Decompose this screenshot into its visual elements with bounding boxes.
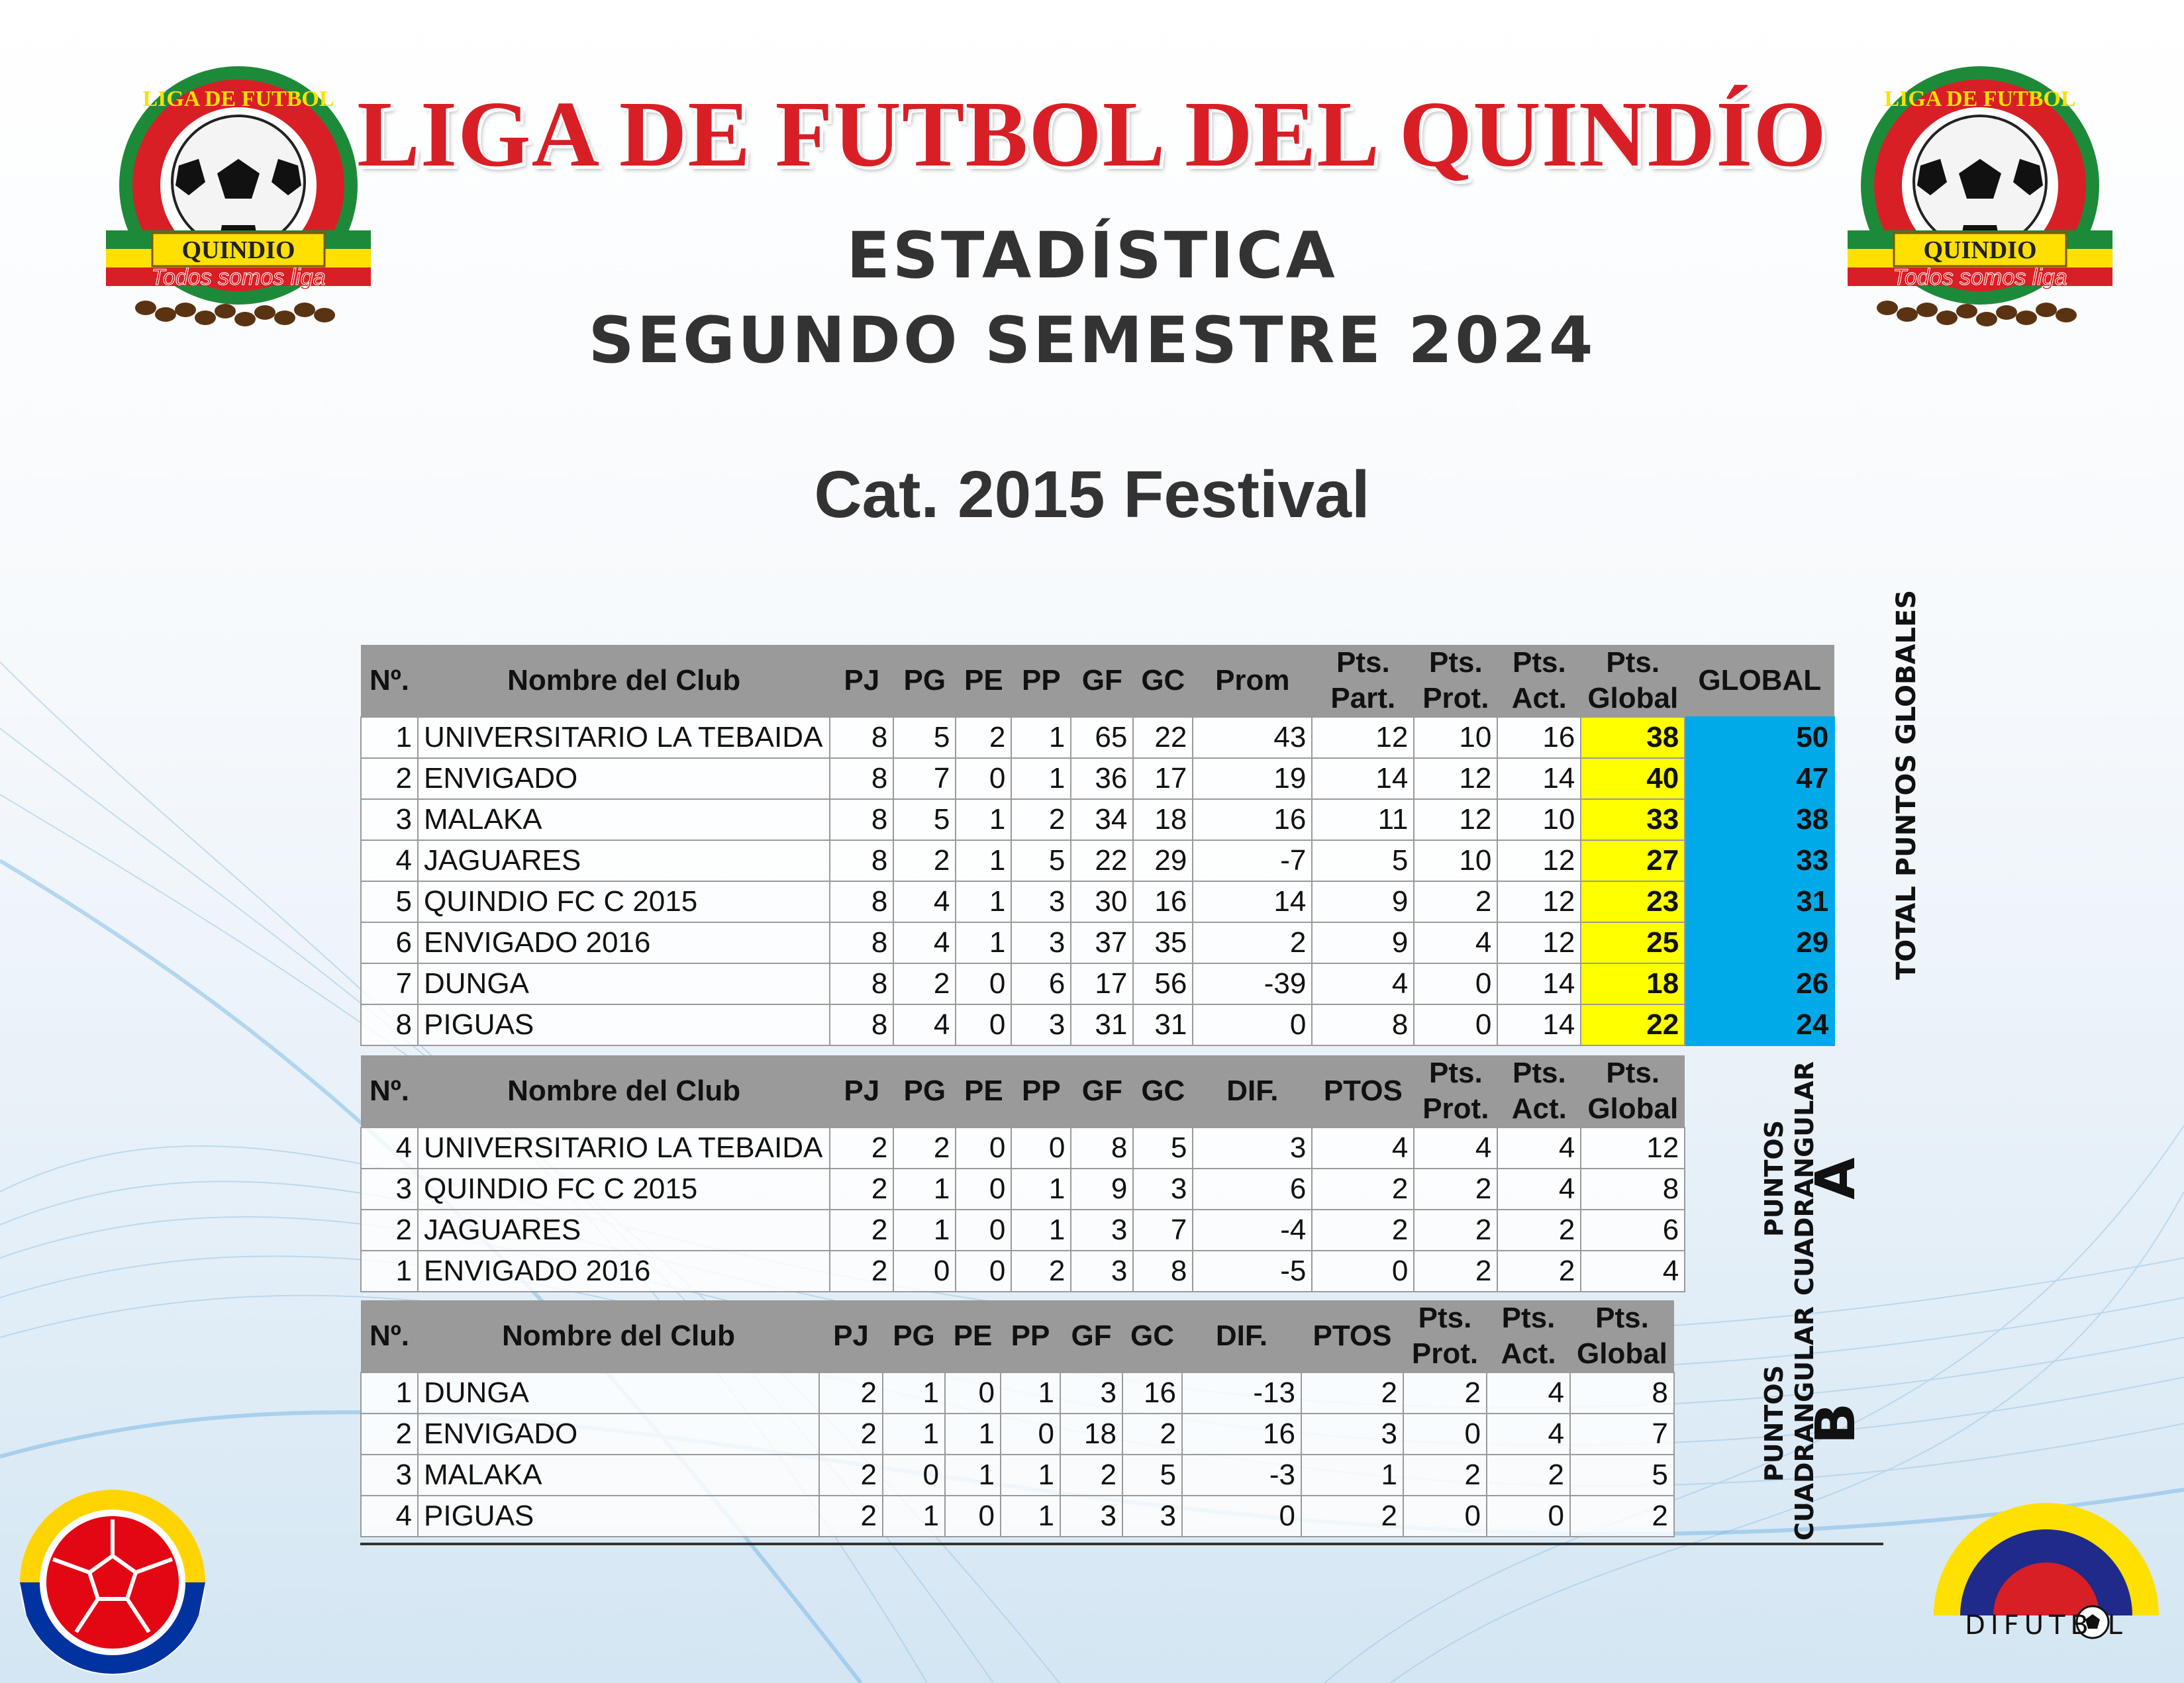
club-name-cell: PIGUAS	[418, 1004, 830, 1045]
column-header: PP	[1011, 1055, 1071, 1128]
stat-cell: 7	[361, 963, 418, 1004]
stat-cell: 16	[1497, 717, 1581, 758]
stat-cell: 2	[361, 1210, 418, 1251]
stat-cell: 8	[1312, 1004, 1414, 1045]
column-header: Pts. Global	[1581, 1055, 1685, 1128]
column-header: PP	[1011, 645, 1071, 717]
semester-title: SEGUNDO SEMESTRE 2024	[588, 303, 1596, 377]
stat-cell: 6	[361, 922, 418, 963]
stat-cell: 4	[1487, 1414, 1570, 1455]
stat-cell: 50	[1685, 717, 1834, 758]
stat-cell: 10	[1414, 717, 1497, 758]
stat-cell: 0	[893, 1251, 956, 1292]
stat-cell: 12	[1581, 1128, 1685, 1169]
table-row	[361, 1004, 1834, 1045]
table-row	[361, 963, 1834, 1004]
stat-cell: 0	[1182, 1496, 1301, 1537]
stat-cell: 0	[1403, 1414, 1487, 1455]
stat-cell: 1	[1011, 758, 1071, 799]
stat-cell: 14	[1312, 758, 1414, 799]
stat-cell: 4	[893, 1004, 956, 1045]
column-header: Pts. Act.	[1487, 1300, 1570, 1372]
stat-cell: 2	[830, 1169, 893, 1210]
club-name-cell: JAGUARES	[418, 1210, 830, 1251]
stat-cell: 1	[945, 1414, 1001, 1455]
stat-cell: 22	[1133, 717, 1193, 758]
column-header: Pts. Act.	[1497, 645, 1581, 717]
stat-cell: 2	[830, 1210, 893, 1251]
stat-cell: 2	[956, 717, 1011, 758]
stat-cell: 5	[1570, 1455, 1674, 1496]
logo-text-slogan: Todos somos liga	[1893, 265, 2067, 290]
difutbol-text: DIFUTB L	[1965, 1610, 2128, 1641]
stat-cell: 1	[361, 1251, 418, 1292]
group-a-letter: A	[1805, 1157, 1867, 1200]
stat-cell: 8	[830, 1004, 893, 1045]
stat-cell: 9	[1071, 1169, 1133, 1210]
stat-cell: 19	[1193, 758, 1312, 799]
stat-cell: 2	[830, 1128, 893, 1169]
league-title: LIGA DE FUTBOL DEL QUINDÍO	[357, 81, 1827, 186]
stat-cell: 2	[1011, 799, 1071, 840]
stat-cell: 5	[893, 717, 956, 758]
stat-cell: 3	[1011, 922, 1071, 963]
stat-cell: 2	[1414, 1169, 1497, 1210]
stat-cell: 6	[1011, 963, 1071, 1004]
stat-cell: 31	[1133, 1004, 1193, 1045]
stat-cell: 18	[1060, 1414, 1122, 1455]
logo-text-quindio: QUINDIO	[181, 236, 295, 264]
stat-cell: 12	[1497, 881, 1581, 922]
stat-cell: 3	[361, 1169, 418, 1210]
stat-cell: 2	[1193, 922, 1312, 963]
stat-cell: 2	[1403, 1455, 1487, 1496]
logo-text-liga: LIGA DE FUTBOL	[1884, 87, 2076, 111]
stat-cell: 12	[1497, 840, 1581, 881]
table-row	[361, 1210, 1685, 1251]
stat-cell: 16	[1193, 799, 1312, 840]
club-name-cell: DUNGA	[418, 1372, 819, 1414]
column-header: Pts. Global	[1570, 1300, 1674, 1372]
column-header: GF	[1071, 1055, 1133, 1128]
stat-cell: 29	[1685, 922, 1834, 963]
stat-cell: 1	[1011, 1169, 1071, 1210]
table-row	[361, 1455, 1674, 1496]
table-header-row	[361, 1300, 1674, 1372]
stat-cell: 0	[956, 1169, 1011, 1210]
stat-cell: 4	[893, 881, 956, 922]
stat-cell: 16	[1133, 881, 1193, 922]
stat-cell: 31	[1071, 1004, 1133, 1045]
logo-text-slogan: Todos somos liga	[151, 265, 326, 290]
stat-cell: 1	[1301, 1455, 1403, 1496]
stat-cell: 3	[1011, 1004, 1071, 1045]
stat-cell: 34	[1071, 799, 1133, 840]
column-header: Nombre del Club	[418, 1055, 830, 1128]
column-header: PG	[893, 1055, 956, 1128]
stat-cell: 8	[830, 922, 893, 963]
stat-cell: 3	[1071, 1210, 1133, 1251]
stat-cell: 5	[361, 881, 418, 922]
column-header: Nombre del Club	[418, 1300, 819, 1372]
stat-cell: 3	[1301, 1414, 1403, 1455]
club-name-cell: PIGUAS	[418, 1496, 819, 1537]
stat-cell: 4	[1581, 1251, 1685, 1292]
table-row	[361, 840, 1834, 881]
logo-text-quindio: QUINDIO	[1923, 236, 2037, 264]
stat-cell: -13	[1182, 1372, 1301, 1414]
column-header: PTOS	[1301, 1300, 1403, 1372]
stat-cell: 1	[361, 1372, 418, 1414]
stat-cell: 22	[1071, 840, 1133, 881]
stat-cell: 2	[893, 840, 956, 881]
stat-cell: 3	[1060, 1496, 1122, 1537]
stat-cell: 38	[1581, 717, 1685, 758]
stat-cell: 14	[1497, 758, 1581, 799]
club-name-cell: QUINDIO FC C 2015	[418, 1169, 830, 1210]
table-row	[361, 758, 1834, 799]
stat-cell: -3	[1182, 1455, 1301, 1496]
stat-cell: 18	[1133, 799, 1193, 840]
stat-cell: 8	[830, 881, 893, 922]
column-header: GC	[1122, 1300, 1182, 1372]
club-name-cell: UNIVERSITARIO LA TEBAIDA	[418, 717, 830, 758]
stat-cell: 2	[1301, 1372, 1403, 1414]
club-name-cell: ENVIGADO	[418, 758, 830, 799]
stat-cell: 0	[1414, 963, 1497, 1004]
stat-cell: 47	[1685, 758, 1834, 799]
stat-cell: 1	[956, 840, 1011, 881]
stat-cell: 33	[1581, 799, 1685, 840]
stat-cell: 33	[1685, 840, 1834, 881]
logo-text-liga: LIGA DE FUTBOL	[142, 87, 334, 111]
column-header: GC	[1133, 1055, 1193, 1128]
column-header: Pts. Global	[1581, 645, 1685, 717]
stat-cell: 7	[1133, 1210, 1193, 1251]
column-header: GF	[1071, 645, 1133, 717]
stat-cell: 5	[1133, 1128, 1193, 1169]
stat-cell: 8	[830, 799, 893, 840]
stat-cell: 6	[1581, 1210, 1685, 1251]
stat-cell: 27	[1581, 840, 1685, 881]
stat-cell: 3	[1071, 1251, 1133, 1292]
column-header: Pts. Prot.	[1414, 645, 1497, 717]
column-header: Pts. Act.	[1497, 1055, 1581, 1128]
stat-cell: 4	[1487, 1372, 1570, 1414]
stat-cell: 1	[893, 1169, 956, 1210]
stat-cell: 3	[1133, 1169, 1193, 1210]
stat-cell: 3	[1193, 1128, 1312, 1169]
stat-cell: 0	[956, 758, 1011, 799]
column-header: Pts. Part.	[1312, 645, 1414, 717]
stat-cell: 65	[1071, 717, 1133, 758]
federation-badge	[7, 1483, 219, 1682]
stat-cell: 5	[1122, 1455, 1182, 1496]
stat-cell: 2	[819, 1496, 883, 1537]
stat-cell: 9	[1312, 922, 1414, 963]
stat-cell: 1	[1001, 1372, 1060, 1414]
stat-cell: 4	[361, 1128, 418, 1169]
stat-cell: 1	[945, 1455, 1001, 1496]
stat-cell: 30	[1071, 881, 1133, 922]
group-b-letter: B	[1805, 1402, 1867, 1445]
stat-cell: 2	[361, 758, 418, 799]
table-row	[361, 922, 1834, 963]
stat-cell: 8	[1581, 1169, 1685, 1210]
stat-cell: 8	[1133, 1251, 1193, 1292]
table-row	[361, 1496, 1674, 1537]
stat-cell: 0	[956, 1128, 1011, 1169]
stat-cell: 22	[1581, 1004, 1685, 1045]
stat-cell: 0	[956, 1004, 1011, 1045]
stat-cell: 2	[1403, 1372, 1487, 1414]
stat-cell: 2	[1487, 1455, 1570, 1496]
stat-cell: 29	[1133, 840, 1193, 881]
column-header: DIF.	[1193, 1055, 1312, 1128]
stat-cell: 16	[1182, 1414, 1301, 1455]
stat-cell: 0	[945, 1372, 1001, 1414]
stat-cell: 1	[1011, 717, 1071, 758]
club-name-cell: UNIVERSITARIO LA TEBAIDA	[418, 1128, 830, 1169]
stat-cell: 3	[361, 799, 418, 840]
stat-cell: 12	[1497, 922, 1581, 963]
difutbol-logo	[1914, 1490, 2179, 1668]
stat-cell: 40	[1581, 758, 1685, 799]
stat-cell: 3	[1060, 1372, 1122, 1414]
stat-cell: 0	[956, 963, 1011, 1004]
stat-cell: 1	[883, 1372, 945, 1414]
stat-cell: 2	[893, 1128, 956, 1169]
stat-cell: -39	[1193, 963, 1312, 1004]
column-header: Prom	[1193, 645, 1312, 717]
club-name-cell: QUINDIO FC C 2015	[418, 881, 830, 922]
stat-cell: 4	[1312, 1128, 1414, 1169]
table-row	[361, 1169, 1685, 1210]
stat-cell: 24	[1685, 1004, 1834, 1045]
club-name-cell: ENVIGADO 2016	[418, 922, 830, 963]
column-header: PE	[956, 645, 1011, 717]
stat-cell: 0	[1403, 1496, 1487, 1537]
stat-cell: 2	[1414, 1210, 1497, 1251]
global-standings-table	[360, 645, 1835, 1046]
total-global-points-label: TOTAL PUNTOS GLOBALES	[1891, 589, 1922, 980]
stat-cell: 2	[1570, 1496, 1674, 1537]
table-row	[361, 717, 1834, 758]
stat-cell: 56	[1133, 963, 1193, 1004]
stat-cell: 4	[1497, 1169, 1581, 1210]
category-title: Cat. 2015 Festival	[814, 457, 1370, 532]
column-header: PTOS	[1312, 1055, 1414, 1128]
column-header: PG	[893, 645, 956, 717]
stat-cell: 1	[883, 1414, 945, 1455]
stat-cell: 7	[1570, 1414, 1674, 1455]
stat-cell: 14	[1497, 963, 1581, 1004]
stat-cell: 8	[830, 758, 893, 799]
stat-cell: 0	[956, 1251, 1011, 1292]
stat-cell: 2	[1414, 881, 1497, 922]
column-header: PJ	[830, 645, 893, 717]
stat-cell: 6	[1193, 1169, 1312, 1210]
stat-cell: 2	[830, 1251, 893, 1292]
column-header: Nº.	[361, 645, 418, 717]
club-name-cell: MALAKA	[418, 1455, 819, 1496]
stat-cell: 12	[1414, 799, 1497, 840]
table-row	[361, 799, 1834, 840]
stat-cell: 26	[1685, 963, 1834, 1004]
club-name-cell: JAGUARES	[418, 840, 830, 881]
stat-cell: 8	[830, 717, 893, 758]
stat-cell: 2	[1312, 1210, 1414, 1251]
stat-cell: 2	[1414, 1251, 1497, 1292]
stat-cell: 4	[1414, 1128, 1497, 1169]
table-row	[361, 881, 1834, 922]
column-header: Nombre del Club	[418, 645, 830, 717]
stat-cell: 1	[956, 799, 1011, 840]
table-row	[361, 1372, 1674, 1414]
column-header: Pts. Prot.	[1403, 1300, 1487, 1372]
column-header: GC	[1133, 645, 1193, 717]
stat-cell: 3	[361, 1455, 418, 1496]
column-header: PE	[956, 1055, 1011, 1128]
column-header: PP	[1001, 1300, 1060, 1372]
stat-cell: 1	[956, 881, 1011, 922]
table-row	[361, 1251, 1685, 1292]
club-name-cell: ENVIGADO 2016	[418, 1251, 830, 1292]
stat-cell: -4	[1193, 1210, 1312, 1251]
table-row	[361, 1414, 1674, 1455]
stat-cell: 4	[1414, 922, 1497, 963]
stat-cell: 25	[1581, 922, 1685, 963]
stat-cell: 0	[956, 1210, 1011, 1251]
stat-cell: 1	[893, 1210, 956, 1251]
stat-cell: 2	[1497, 1251, 1581, 1292]
column-header: Nº.	[361, 1300, 418, 1372]
column-header: Nº.	[361, 1055, 418, 1128]
stat-cell: 3	[1011, 881, 1071, 922]
stat-cell: 43	[1193, 717, 1312, 758]
group-a-table	[360, 1055, 1685, 1292]
column-header: PJ	[819, 1300, 883, 1372]
stat-cell: 35	[1133, 922, 1193, 963]
stat-cell: 1	[1011, 1210, 1071, 1251]
stat-cell: -7	[1193, 840, 1312, 881]
club-name-cell: DUNGA	[418, 963, 830, 1004]
stat-cell: 0	[1001, 1414, 1060, 1455]
stat-cell: 16	[1122, 1372, 1182, 1414]
stat-cell: -5	[1193, 1251, 1312, 1292]
column-header: DIF.	[1182, 1300, 1301, 1372]
club-name-cell: ENVIGADO	[418, 1414, 819, 1455]
column-header: Pts. Prot.	[1414, 1055, 1497, 1128]
column-header: PE	[945, 1300, 1001, 1372]
stat-cell: 8	[830, 840, 893, 881]
stat-cell: 1	[883, 1496, 945, 1537]
stat-cell: 12	[1414, 758, 1497, 799]
table-row	[361, 1128, 1685, 1169]
stat-cell: 10	[1414, 840, 1497, 881]
stat-cell: 2	[893, 963, 956, 1004]
stat-cell: 17	[1071, 963, 1133, 1004]
stat-cell: 8	[1570, 1372, 1674, 1414]
stat-cell: 8	[361, 1004, 418, 1045]
stat-cell: 23	[1581, 881, 1685, 922]
stat-cell: 14	[1193, 881, 1312, 922]
stat-cell: 12	[1312, 717, 1414, 758]
stat-cell: 5	[893, 799, 956, 840]
stat-cell: 1	[1001, 1496, 1060, 1537]
stat-cell: 2	[1011, 1251, 1071, 1292]
stat-cell: 2	[1122, 1414, 1182, 1455]
stat-cell: 17	[1133, 758, 1193, 799]
stat-cell: 2	[819, 1414, 883, 1455]
table-header-row	[361, 1055, 1685, 1128]
stat-cell: 4	[1312, 963, 1414, 1004]
stat-cell: 36	[1071, 758, 1133, 799]
stat-cell: 8	[830, 963, 893, 1004]
stat-cell: 38	[1685, 799, 1834, 840]
table-header-row	[361, 645, 1834, 717]
stat-cell: 11	[1312, 799, 1414, 840]
stat-cell: 5	[1312, 840, 1414, 881]
stat-cell: 2	[1060, 1455, 1122, 1496]
table-bottom-rule	[360, 1543, 1883, 1545]
club-name-cell: MALAKA	[418, 799, 830, 840]
stat-cell: 0	[945, 1496, 1001, 1537]
stat-cell: 3	[1122, 1496, 1182, 1537]
group-b-points-label: PUNTOS CUADRANGULAR	[1760, 1306, 1819, 1541]
stat-cell: 9	[1312, 881, 1414, 922]
stat-cell: 8	[1071, 1128, 1133, 1169]
stat-cell: 4	[1497, 1128, 1581, 1169]
group-b-table	[360, 1300, 1675, 1537]
stat-cell: 7	[893, 758, 956, 799]
group-a-points-label: PUNTOS CUADRANGULAR	[1760, 1061, 1819, 1296]
column-header: GLOBAL	[1685, 645, 1834, 717]
stat-cell: 1	[956, 922, 1011, 963]
stat-cell: 14	[1497, 1004, 1581, 1045]
column-header: PG	[883, 1300, 945, 1372]
stat-cell: 5	[1011, 840, 1071, 881]
stat-cell: 4	[361, 1496, 418, 1537]
column-header: PJ	[830, 1055, 893, 1128]
stat-cell: 2	[1497, 1210, 1581, 1251]
stat-cell: 0	[883, 1455, 945, 1496]
stat-cell: 2	[361, 1414, 418, 1455]
stat-cell: 2	[1301, 1496, 1403, 1537]
stat-cell: 0	[1487, 1496, 1570, 1537]
stat-cell: 1	[361, 717, 418, 758]
stat-cell: 2	[819, 1455, 883, 1496]
stat-cell: 0	[1312, 1251, 1414, 1292]
stat-cell: 10	[1497, 799, 1581, 840]
stat-cell: 0	[1414, 1004, 1497, 1045]
stat-cell: 18	[1581, 963, 1685, 1004]
stat-cell: 4	[893, 922, 956, 963]
stat-cell: 31	[1685, 881, 1834, 922]
stat-cell: 0	[1193, 1004, 1312, 1045]
stat-cell: 0	[1011, 1128, 1071, 1169]
stat-cell: 2	[1312, 1169, 1414, 1210]
stat-cell: 4	[361, 840, 418, 881]
stat-cell: 2	[819, 1372, 883, 1414]
column-header: GF	[1060, 1300, 1122, 1372]
stats-title: ESTADÍSTICA	[846, 218, 1338, 293]
stat-cell: 37	[1071, 922, 1133, 963]
stat-cell: 1	[1001, 1455, 1060, 1496]
